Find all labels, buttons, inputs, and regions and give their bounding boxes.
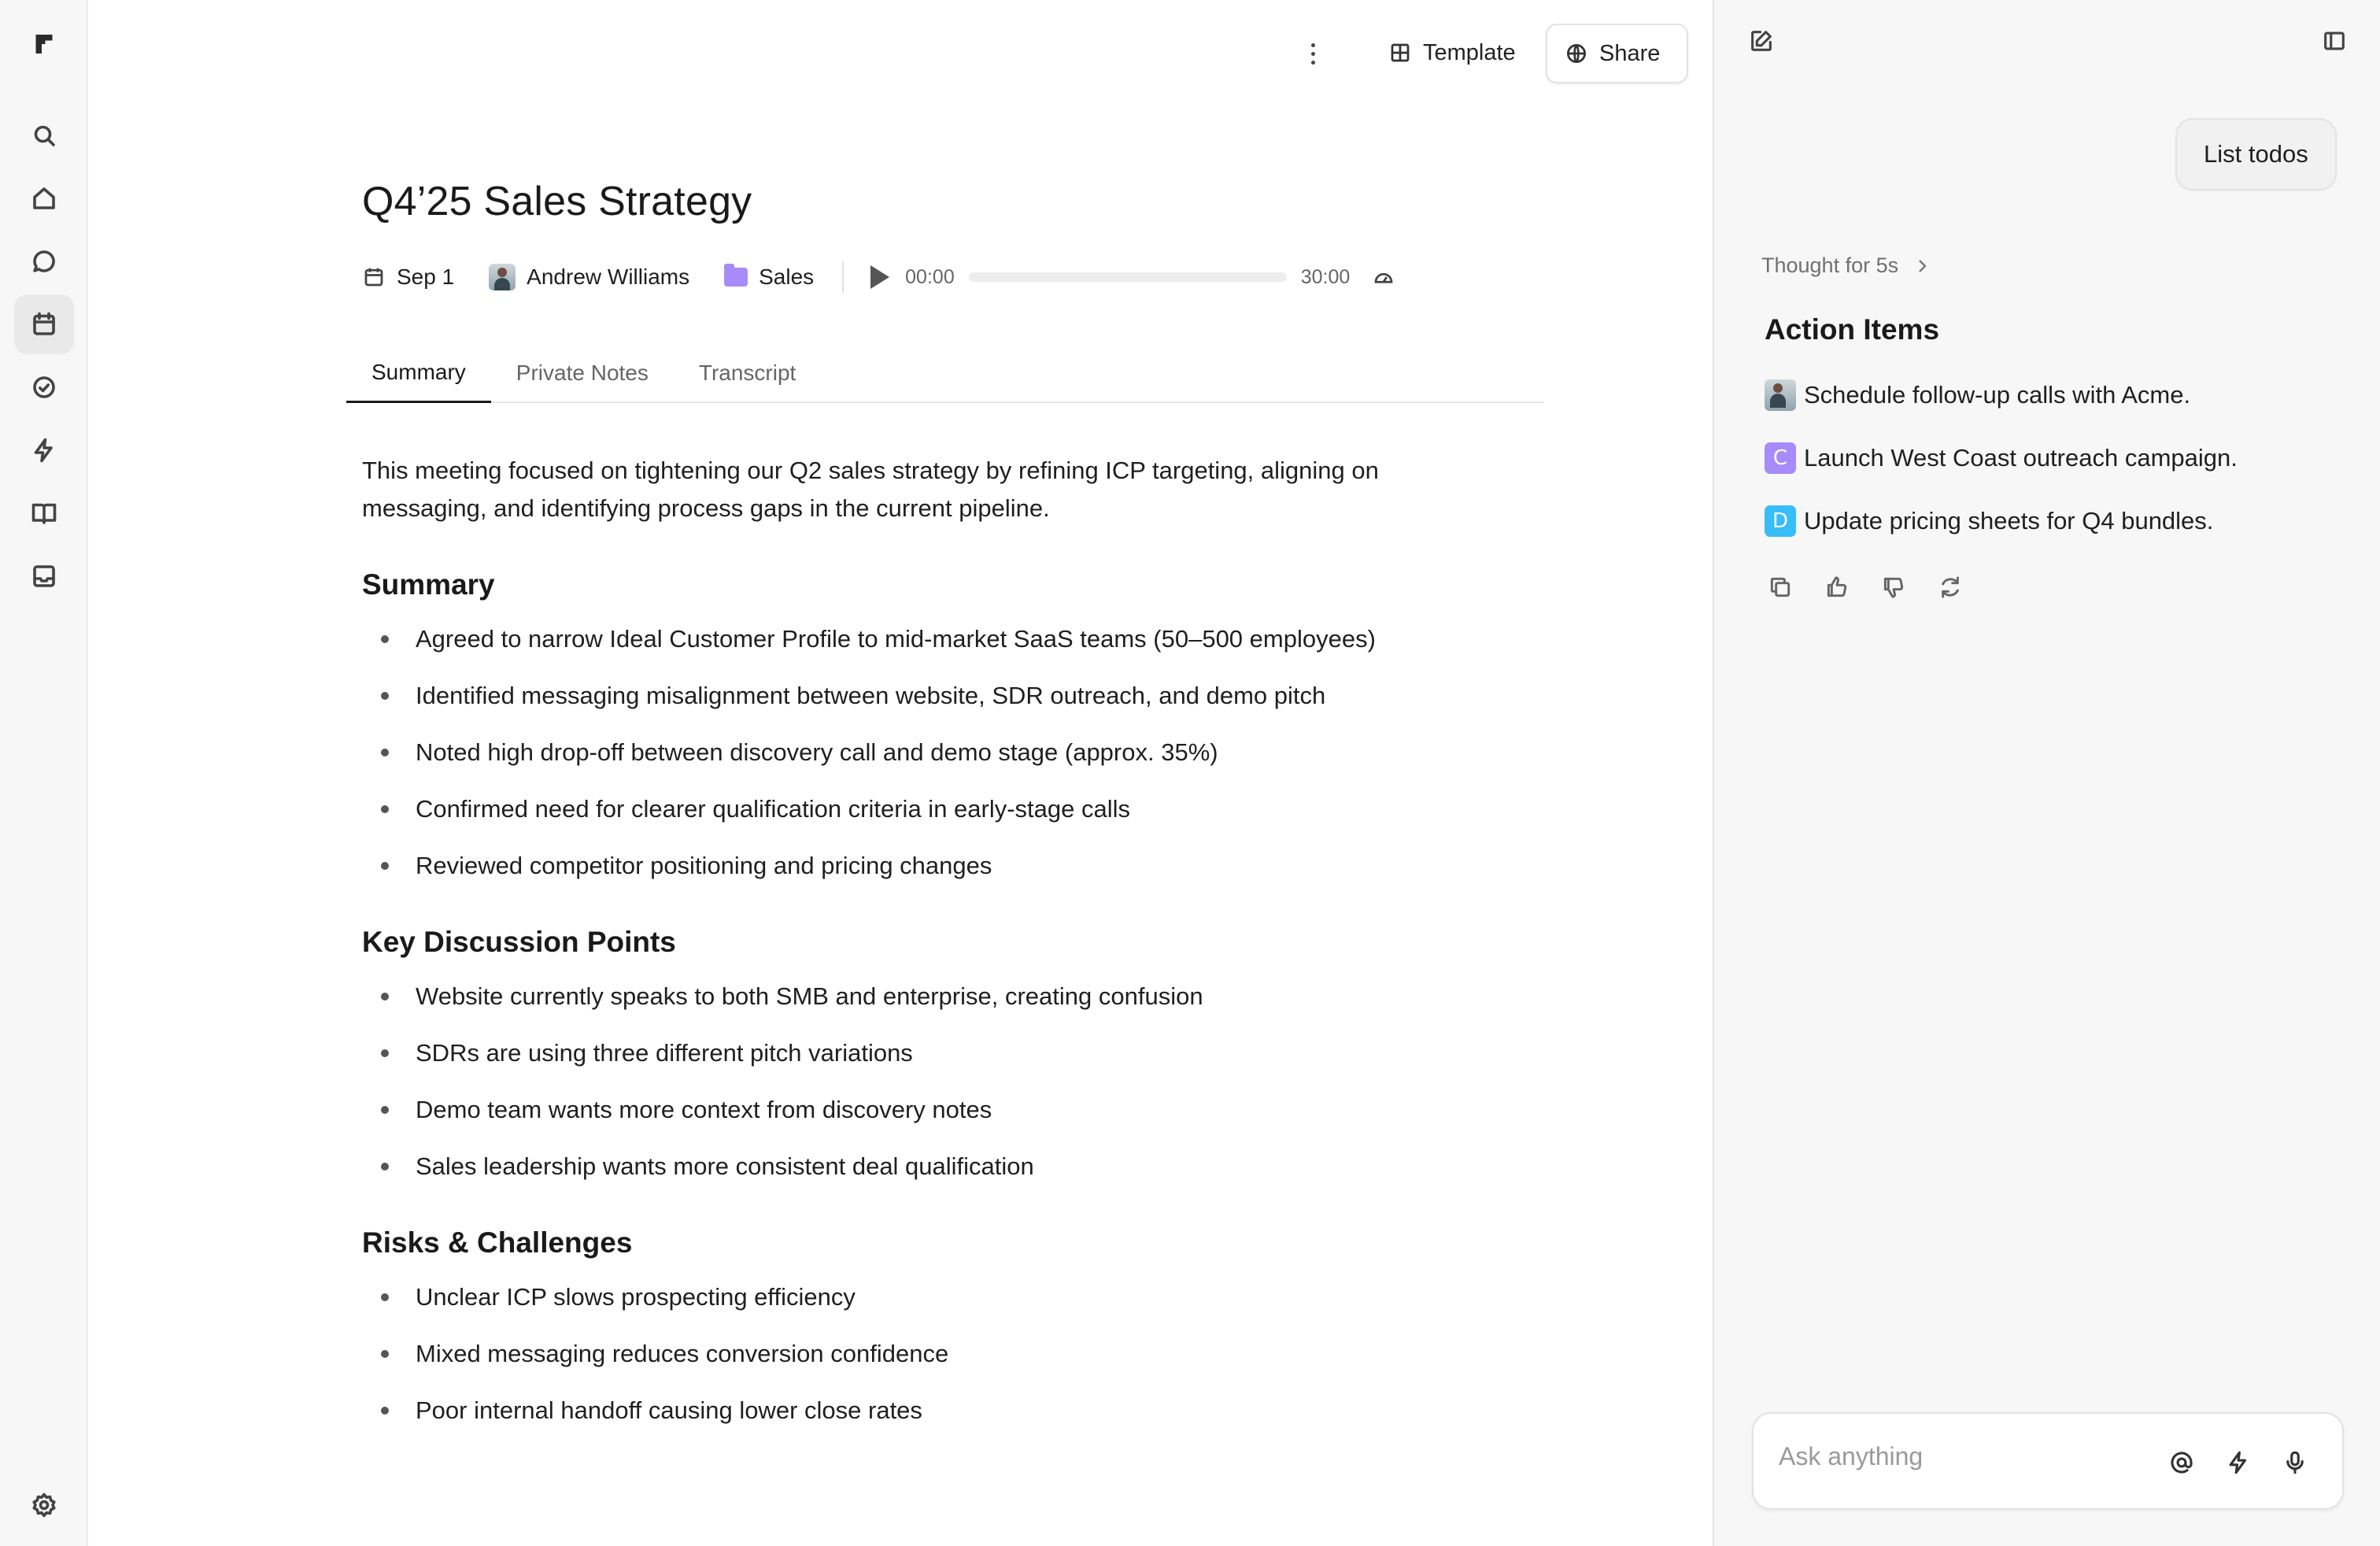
- folder-icon: [724, 268, 748, 287]
- thumbs-up-icon[interactable]: [1821, 571, 1853, 603]
- playback-total-time: 30:00: [1300, 265, 1351, 288]
- action-item-text: Launch West Coast outreach campaign.: [1804, 444, 2238, 472]
- list-item: Identified messaging misalignment between website, SDR outreach, and demo pitch: [362, 677, 1480, 715]
- tab-transcript[interactable]: Transcript: [698, 361, 796, 385]
- list-item: Confirmed need for clearer qualification criteria in early-stage calls: [362, 790, 1480, 828]
- meeting-owner[interactable]: [489, 264, 689, 290]
- template-button[interactable]: [1363, 24, 1541, 82]
- note-main: [90, 0, 1713, 1546]
- bullet-list: [362, 978, 1480, 1185]
- list-item: Website currently speaks to both SMB and enterprise, creating confusion: [362, 978, 1480, 1015]
- action-item-text: Update pricing sheets for Q4 bundles.: [1804, 507, 2214, 534]
- list-item: Sales leadership wants more consistent deal qualification: [362, 1148, 1480, 1185]
- share-label: Share: [1599, 40, 1661, 66]
- owner-name: Andrew Williams: [527, 264, 690, 289]
- assignee-badge: D: [1765, 505, 1796, 537]
- microphone-icon[interactable]: [2278, 1445, 2312, 1480]
- playback-current-time: 00:00: [905, 265, 955, 288]
- grid-icon: [1388, 41, 1412, 65]
- playback-speed-icon[interactable]: [1372, 265, 1395, 289]
- response-feedback-bar: [1765, 571, 1991, 603]
- page-title[interactable]: Q4’25 Sales Strategy: [362, 179, 752, 224]
- thought-label: Thought for 5s: [1761, 253, 1899, 277]
- thought-toggle[interactable]: [1761, 253, 1931, 278]
- list-item: Unclear ICP slows prospecting efficiency: [362, 1278, 1480, 1316]
- app-logo-icon[interactable]: [14, 14, 74, 74]
- playback-progress-bar[interactable]: [969, 272, 1287, 282]
- regenerate-icon[interactable]: [1935, 571, 1966, 603]
- list-item: Demo team wants more context from discovery notes: [362, 1091, 1480, 1129]
- meeting-meta-bar: [362, 258, 1395, 296]
- list-item: [1765, 375, 2238, 416]
- section-heading: Summary: [362, 568, 495, 601]
- avatar: [489, 264, 516, 290]
- lightning-icon[interactable]: [14, 420, 74, 480]
- more-options-icon[interactable]: [1299, 36, 1327, 71]
- list-item: [1765, 501, 2238, 542]
- list-item: Mixed messaging reduces conversion confidence: [362, 1335, 1480, 1373]
- search-icon[interactable]: [14, 105, 74, 165]
- assignee-badge: C: [1765, 442, 1796, 474]
- chat-composer: [1752, 1412, 2344, 1510]
- tab-summary[interactable]: Summary: [346, 343, 491, 403]
- lightning-icon[interactable]: [2221, 1445, 2256, 1480]
- meeting-folder[interactable]: [724, 264, 814, 290]
- meeting-date[interactable]: [362, 264, 454, 290]
- date-label: Sep 1: [397, 264, 455, 289]
- divider: [842, 261, 844, 293]
- ask-input[interactable]: [1779, 1442, 2141, 1471]
- tab-private-notes[interactable]: Private Notes: [516, 361, 649, 385]
- response-title: Action Items: [1765, 313, 1940, 346]
- bullet-list: [362, 1278, 1480, 1429]
- book-icon[interactable]: [14, 483, 74, 543]
- share-button[interactable]: [1546, 24, 1688, 83]
- home-icon[interactable]: [14, 168, 74, 228]
- left-sidebar: [0, 0, 88, 1546]
- summary-content: [362, 452, 1480, 1429]
- list-item: Agreed to narrow Ideal Customer Profile to mid-market SaaS teams (50–500 employees): [362, 620, 1480, 658]
- settings-gear-icon[interactable]: [14, 1475, 74, 1535]
- chevron-right-icon: [1913, 257, 1931, 276]
- action-items-list: [1765, 375, 2238, 564]
- template-label: Template: [1423, 39, 1516, 65]
- copy-icon[interactable]: [1765, 571, 1796, 603]
- folder-label: Sales: [759, 264, 815, 289]
- intro-paragraph: This meeting focused on tightening our Q2 sales strategy by refining ICP targeting, aligning on messaging, and identifying process gaps in the current pipeline.: [362, 457, 1379, 522]
- globe-icon: [1565, 42, 1588, 65]
- list-item: SDRs are using three different pitch variations: [362, 1034, 1480, 1072]
- calendar-icon[interactable]: [14, 294, 74, 354]
- mention-at-icon[interactable]: [2164, 1445, 2199, 1480]
- note-tabs: [346, 343, 1544, 403]
- section-heading: Risks & Challenges: [362, 1226, 633, 1259]
- section-heading: Key Discussion Points: [362, 926, 676, 958]
- new-chat-edit-icon[interactable]: [1744, 24, 1779, 58]
- user-message-bubble: List todos: [2175, 118, 2337, 190]
- list-item: Poor internal handoff causing lower close rates: [362, 1392, 1480, 1429]
- thumbs-down-icon[interactable]: [1878, 571, 1909, 603]
- inbox-icon[interactable]: [14, 546, 74, 606]
- bullet-list: [362, 620, 1480, 885]
- list-item: [1765, 438, 2238, 479]
- tasks-check-icon[interactable]: [14, 357, 74, 417]
- action-item-text: Schedule follow-up calls with Acme.: [1804, 381, 2191, 409]
- calendar-small-icon: [362, 265, 386, 289]
- assistant-panel: [1713, 0, 2380, 1546]
- play-icon[interactable]: [870, 265, 889, 289]
- list-item: Noted high drop-off between discovery call and demo stage (approx. 35%): [362, 734, 1480, 771]
- avatar: [1765, 379, 1796, 411]
- chat-icon[interactable]: [14, 231, 74, 291]
- toggle-sidebar-icon[interactable]: [2317, 24, 2352, 58]
- list-item: Reviewed competitor positioning and pricing changes: [362, 847, 1480, 885]
